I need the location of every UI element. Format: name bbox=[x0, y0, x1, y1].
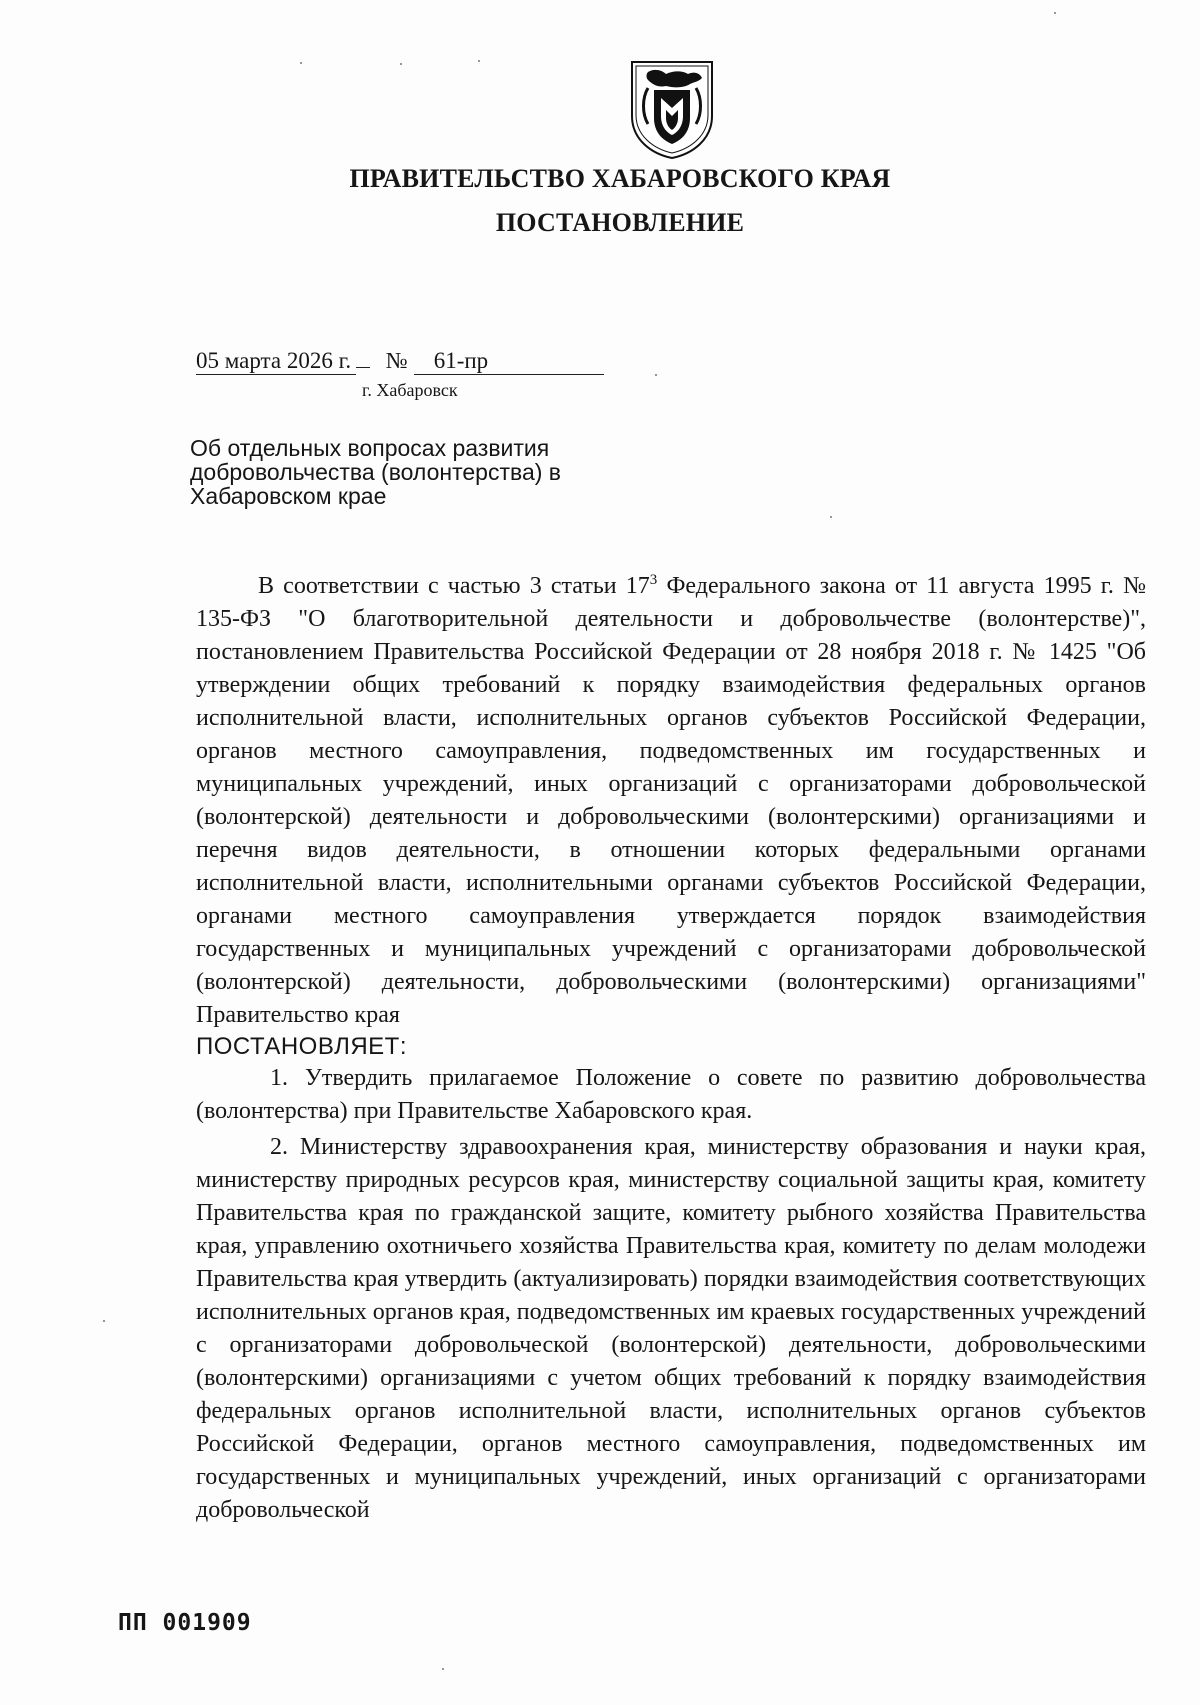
scan-speck bbox=[103, 1320, 105, 1322]
scan-speck bbox=[830, 516, 832, 518]
coat-of-arms-icon bbox=[628, 58, 716, 160]
date-number-line bbox=[196, 348, 604, 375]
government-title: ПРАВИТЕЛЬСТВО ХАБАРОВСКОГО КРАЯ bbox=[349, 164, 891, 193]
scan-speck bbox=[442, 1668, 444, 1670]
document-subject bbox=[190, 436, 660, 508]
document-type: ПОСТАНОВЛЕНИЕ bbox=[495, 208, 745, 237]
preamble-superscript: 3 bbox=[649, 572, 658, 588]
subject-line-3: Хабаровском крае bbox=[190, 483, 387, 509]
scan-speck bbox=[655, 374, 657, 376]
scan-speck bbox=[478, 60, 480, 62]
preamble-rest: Федерального закона от 11 августа 1995 г. № 135-ФЗ "О благотворительной деятельности и добровольчестве (волонтерстве)", постановлением Правительства Российской Федерации от 28 ноября 2018 г. № 1425 "Об утверждении общих требований к порядку взаимодействия федеральных органов исполнительной власти, исполнительных органов субъектов Российской Федерации, органов местного самоуправления, подведомственных им государственных и муниципальных учреждений, иных организаций с организаторами добровольческой (волонтерской) деятельности и добровольческими (волонтерскими) организациями и перечня видов деятельности, в отношении которых федеральными органами исполнительной власти, исполнительными органами субъектов Российской Федерации, органами местного самоуправления утверждается порядок взаимодействия государственных и муниципальных учреждений с организаторами добровольческой (волонтерской) деятельности, добровольческими (волонтерскими) организациями" Правительство края bbox=[196, 573, 1146, 1028]
city: г. Хабаровск bbox=[362, 380, 458, 400]
serial-number: ПП 001909 bbox=[118, 1610, 252, 1636]
preamble-paragraph bbox=[196, 570, 1146, 1032]
subject-line-2: добровольчества (волонтерства) в bbox=[190, 459, 562, 485]
decree-word: ПОСТАНОВЛЯЕТ: bbox=[196, 1033, 407, 1060]
scan-speck bbox=[400, 63, 402, 65]
scan-speck bbox=[300, 62, 302, 64]
document-date: 05 марта 2026 г. bbox=[196, 349, 356, 375]
item-2: 2. Министерству здравоохранения края, министерству образования и науки края, министерству природных ресурсов края, министерству социальной защиты края, комитету Правительства края по гражданской защите, комитету рыбного хозяйства Правительства края, управлению охотничьего хозяйства Правительства края, комитету по делам молодежи Правительства края утвердить (актуализировать) порядки взаимодействия соответствующих исполнительных органов края, подведомственных им краевых государственных учреждений с организаторами добровольческой (волонтерской) деятельности, добровольческими (волонтерскими) организациями с учетом общих требований к порядку взаимодействия федеральных органов исполнительной власти, исполнительных органов субъектов Российской Федерации, органов местного самоуправления, подведомственных им государственных и муниципальных учреждений, иных организаций с организаторами добровольческой bbox=[196, 1134, 1146, 1523]
scan-speck bbox=[1054, 12, 1056, 14]
subject-line-1: Об отдельных вопросах развития bbox=[190, 435, 550, 461]
document-number: 61-пр bbox=[414, 349, 604, 375]
item-1: 1. Утвердить прилагаемое Положение о совете по развитию добровольчества (волонтерства) при Правительстве Хабаровского края. bbox=[196, 1065, 1146, 1124]
document-body bbox=[196, 570, 1146, 1527]
preamble-start: В соответствии с частью 3 статьи 17 bbox=[258, 573, 650, 599]
number-sign: № bbox=[385, 348, 408, 373]
